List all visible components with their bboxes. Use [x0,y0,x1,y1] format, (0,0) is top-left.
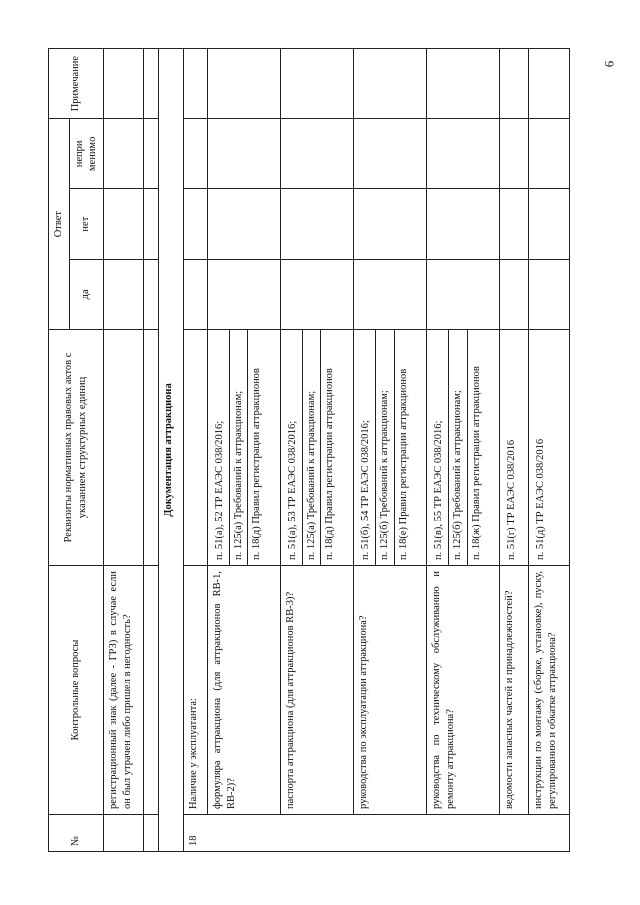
reference-item: п. 51(г) ТР ЕАЭС 038/2016 [506,439,518,560]
question-text: руководства по эксплуатации аттракциона? [354,566,427,815]
table-row [103,49,143,852]
answer-cell[interactable] [500,189,529,259]
section-title: Документация аттракциона [159,49,183,852]
table-row [183,49,207,852]
item-number: 18 [183,815,569,852]
header-no: нет [69,189,103,259]
table-row [354,49,427,852]
note-cell[interactable] [354,49,427,119]
answer-cell[interactable] [427,189,500,259]
table-row [500,49,529,852]
answer-cell[interactable] [529,189,570,259]
section-row [159,49,183,852]
answer-cell[interactable] [281,259,354,329]
note-cell[interactable] [500,49,529,119]
answer-cell[interactable] [427,119,500,189]
reference-item: п. 18(ж) Правил регистрации аттракционов [470,366,482,560]
reference-item: п. 18(д) Правил регистрации аттракционов [251,368,263,560]
checklist-table [48,48,570,852]
reference-item: п. 125(б) Требований к аттракционам; [449,330,468,565]
answer-cell[interactable] [354,119,427,189]
answer-cell[interactable] [354,259,427,329]
note-cell[interactable] [529,49,570,119]
header-na: непри менимо [69,119,103,189]
reference-item: п. 18(д) Правил регистрации аттракционов [324,368,336,560]
page-number: 6 [600,60,616,68]
table-row [427,49,500,852]
reference-item: п. 51(а), 52 ТР ЕАЭС 038/2016; [211,330,230,565]
question-text: ведомости запасных частей и принадлежностей? [500,566,529,815]
header-reference: Реквизиты нормативных правовых актов с указанием структурных единиц [49,330,104,566]
table-row [281,49,354,852]
answer-cell[interactable] [354,189,427,259]
checklist-table-rotated [48,48,570,852]
answer-cell[interactable] [208,189,281,259]
header-num: № [49,815,104,852]
header-note: Примечание [49,49,104,119]
answer-cell[interactable] [529,119,570,189]
note-cell[interactable] [208,49,281,119]
reference-item: п. 51(в), 55 ТР ЕАЭС 038/2016; [430,330,449,565]
item-lead: Наличие у эксплуатанта: [183,566,207,815]
note-cell[interactable] [281,49,354,119]
header-answer: Ответ [49,119,70,330]
answer-cell[interactable] [500,119,529,189]
answer-cell[interactable] [281,189,354,259]
question-text: формуляра аттракциона (для аттракционов RB-1, RB-2)? [208,566,281,815]
reference-item: п. 125(а) Требований к аттракционам; [230,330,249,565]
reference-item: п. 125(б) Требований к аттракционам; [376,330,395,565]
table-row [208,49,281,852]
reference-item: п. 51(б), 54 ТР ЕАЭС 038/2016; [357,330,376,565]
answer-cell[interactable] [208,259,281,329]
continuation-text: регистрационный знак (далее - ГРЗ) в случае если он был утрачен либо пришел в негодность? [103,566,143,815]
reference-item: п. 125(а) Требований к аттракционам; [303,330,322,565]
question-text: паспорта аттракциона (для аттракционов RB-3)? [281,566,354,815]
table-row [529,49,570,852]
question-text: инструкции по монтажу (сборке, установке), пуску, регулированию и обкатке аттракциона? [529,566,570,815]
reference-item: п. 18(е) Правил регистрации аттракционов [397,368,409,560]
answer-cell[interactable] [529,259,570,329]
note-cell[interactable] [427,49,500,119]
header-question: Контрольные вопросы [49,566,104,815]
answer-cell[interactable] [500,259,529,329]
answer-cell[interactable] [208,119,281,189]
question-text: руководства по техническому обслуживанию и ремонту аттракциона? [427,566,500,815]
reference-item: п. 51(д) ТР ЕАЭС 038/2016 [535,438,547,560]
header-yes: да [69,259,103,329]
answer-cell[interactable] [281,119,354,189]
answer-cell[interactable] [427,259,500,329]
reference-item: п. 51(а), 53 ТР ЕАЭС 038/2016; [284,330,303,565]
table-row [144,49,159,852]
